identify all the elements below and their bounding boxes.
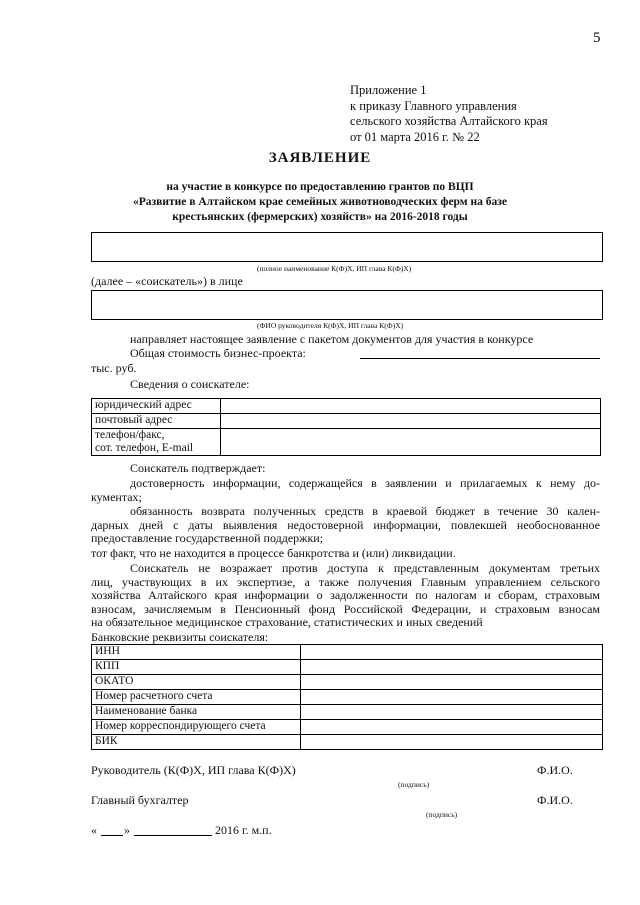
- bank-label-kpp: КПП: [92, 660, 301, 675]
- date-month-line[interactable]: [134, 835, 212, 836]
- appendix-line: к приказу Главного управления: [350, 98, 517, 113]
- table-row: [92, 429, 601, 456]
- total-cost-label: Общая стоимость бизнес-проекта:: [130, 346, 306, 360]
- info-value-legal-address[interactable]: [221, 399, 601, 414]
- confirm1-line2: кументах;: [91, 490, 142, 504]
- date-day-line[interactable]: [101, 835, 123, 836]
- head-fio-field[interactable]: [91, 290, 603, 320]
- confirm2-line3: предоставление государственной поддержки;: [91, 531, 324, 545]
- table-row: [92, 720, 603, 735]
- bank-value-inn[interactable]: [301, 645, 603, 660]
- table-row: [92, 660, 603, 675]
- organization-name-field[interactable]: [91, 232, 603, 262]
- total-cost-input-line[interactable]: [360, 358, 600, 359]
- sends-text: направляет настоящее заявление с пакетом документов для участия в конкурсе: [130, 332, 534, 346]
- table-row: [92, 399, 601, 414]
- bank-value-okato[interactable]: [301, 675, 603, 690]
- accountant-fio-label: Ф.И.О.: [537, 793, 573, 807]
- consent-line5: на обязательное медицинское страхование, статистических и иных сведений: [91, 615, 483, 629]
- confirm1-line1: достоверность информации, содержащейся в заявлении и прилагаемых к нему до-: [130, 476, 600, 490]
- bank-details-table: [91, 644, 603, 750]
- bank-value-bank-name[interactable]: [301, 705, 603, 720]
- bank-label-okato: ОКАТО: [92, 675, 301, 690]
- table-row: [92, 705, 603, 720]
- signature-caption-head: (подпись): [398, 780, 430, 789]
- info-label-phone: [92, 429, 221, 456]
- appendix-line: сельского хозяйства Алтайского края: [350, 114, 548, 128]
- appendix-line: от 01 марта 2016 г. № 22: [350, 129, 480, 144]
- bank-label-bank-name: Наименование банка: [92, 705, 301, 720]
- confirm2-line1: обязанность возврата полученных средств в краевой бюджет в течение 30 кален-: [130, 504, 600, 518]
- document-title: ЗАЯВЛЕНИЕ: [268, 150, 372, 166]
- date-open-quote: «: [91, 823, 97, 837]
- info-label-phone-line1: телефон/факс,: [95, 429, 165, 441]
- bank-label-inn: ИНН: [92, 645, 301, 660]
- consent-line4: взносам, зачисляемым в Пенсионный фонд Российской Федерации, и страховым взносам: [91, 602, 600, 616]
- appendix-block: [350, 83, 548, 145]
- appendix-line: Приложение 1: [350, 83, 427, 97]
- head-fio-label: Ф.И.О.: [537, 763, 573, 777]
- confirms-label: Соискатель подтверждает:: [130, 461, 266, 475]
- accountant-label: Главный бухгалтер: [91, 793, 189, 807]
- bank-label-corr-account: Номер корреспондирующего счета: [92, 720, 301, 735]
- info-label-phone-line2: сот. телефон, E-mail: [95, 442, 194, 454]
- currency-label: тыс. руб.: [91, 361, 137, 375]
- organization-name-caption: (полное наименование К(Ф)Х, ИП глава К(Ф)Х): [257, 264, 412, 273]
- bank-value-account[interactable]: [301, 690, 603, 705]
- table-row: [92, 690, 603, 705]
- info-value-postal-address[interactable]: [221, 414, 601, 429]
- info-value-phone[interactable]: [221, 429, 601, 456]
- applicant-info-table: [91, 398, 601, 456]
- subtitle-line: «Развитие в Алтайском крае семейных животноводческих ферм на базе: [133, 196, 507, 208]
- bank-value-bik[interactable]: [301, 735, 603, 750]
- head-fio-caption: (ФИО руководителя К(Ф)Х, ИП глава К(Ф)Х): [257, 321, 404, 330]
- bank-value-kpp[interactable]: [301, 660, 603, 675]
- bank-value-corr-account[interactable]: [301, 720, 603, 735]
- table-row: [92, 645, 603, 660]
- signature-caption-accountant: (подпись): [426, 810, 458, 819]
- consent-line2: лиц, участвующих в их экспертизе, а также получения Главным управлением сельского: [91, 575, 600, 589]
- applicant-line: (далее – «соискатель») в лице: [91, 274, 243, 288]
- page-number: 5: [593, 30, 601, 46]
- subtitle-line: крестьянских (фермерских) хозяйств» на 2016-2018 годы: [172, 211, 468, 223]
- head-signature-label: Руководитель (К(Ф)Х, ИП глава К(Ф)Х): [91, 763, 296, 777]
- info-label-postal-address: почтовый адрес: [92, 414, 221, 429]
- date-close-quote: »: [124, 823, 130, 837]
- applicant-info-label: Сведения о соискателе:: [130, 377, 250, 391]
- info-label-legal-address: юридический адрес: [92, 399, 221, 414]
- confirm3: тот факт, что не находится в процессе банкротства и (или) ликвидации.: [91, 546, 456, 560]
- table-row: [92, 675, 603, 690]
- date-year-text: 2016 г. м.п.: [215, 823, 272, 837]
- bank-label: Банковские реквизиты соискателя:: [91, 630, 269, 644]
- subtitle-line: на участие в конкурсе по предоставлению грантов по ВЦП: [166, 181, 474, 193]
- confirm2-line2: дарных дней с даты выявления недостоверной информации, повлекшей необоснованное: [91, 518, 600, 532]
- document-subtitle: [130, 180, 510, 225]
- table-row: [92, 414, 601, 429]
- bank-label-account: Номер расчетного счета: [92, 690, 301, 705]
- consent-line1: Соискатель не возражает против доступа к представленным документам третьих: [130, 561, 600, 575]
- table-row: [92, 735, 603, 750]
- bank-label-bik: БИК: [92, 735, 301, 750]
- consent-line3: хозяйства Алтайского края информации о задолженности по налогам и сборам, страховым: [91, 588, 600, 602]
